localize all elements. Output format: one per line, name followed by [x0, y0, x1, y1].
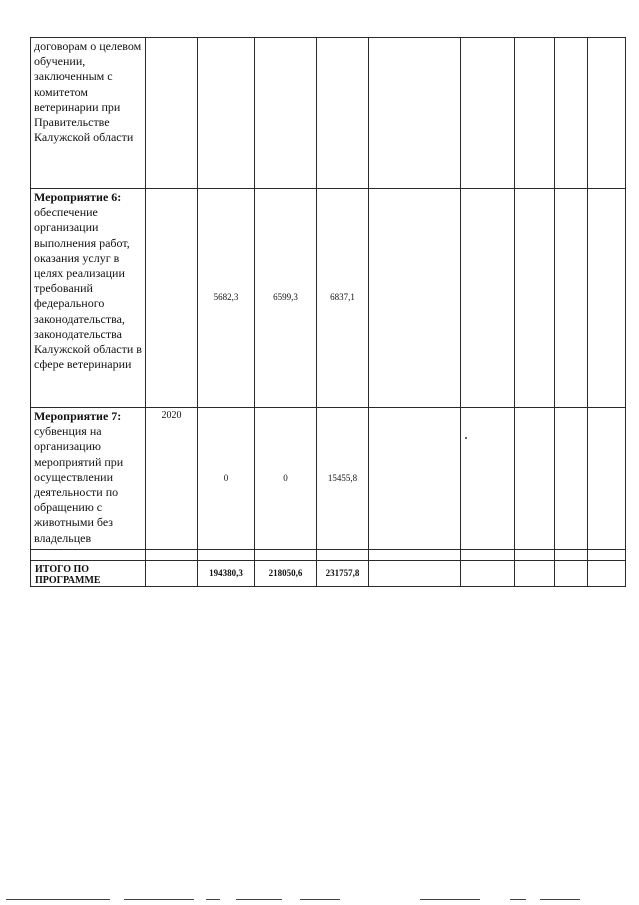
- empty-cell: [515, 189, 555, 408]
- empty-cell: [555, 561, 588, 587]
- empty-cell: [369, 561, 461, 587]
- footer-rule: [206, 899, 220, 900]
- footer-rule: [300, 899, 340, 900]
- year-cell: [146, 189, 198, 408]
- year-cell: [146, 38, 198, 189]
- empty-cell: [515, 408, 555, 550]
- activity-label: Мероприятие 7:: [34, 409, 122, 423]
- row-description: [31, 408, 146, 550]
- value-cell: [317, 38, 369, 189]
- year-cell: 2020: [146, 408, 198, 550]
- value-cell: [198, 38, 255, 189]
- empty-cell: [461, 561, 515, 587]
- spacer-row: [31, 550, 626, 561]
- activity-label: Мероприятие 6:: [34, 190, 122, 204]
- value-cell: 6837,1: [317, 189, 369, 408]
- table-row: [31, 38, 626, 189]
- value-cell: 15455,8: [317, 408, 369, 550]
- empty-cell: [369, 408, 461, 550]
- empty-cell: [461, 408, 515, 550]
- value-cell: 5682,3: [198, 189, 255, 408]
- empty-cell: [555, 38, 588, 189]
- footer-rule: [420, 899, 480, 900]
- empty-cell: [555, 408, 588, 550]
- footer-rule: [510, 899, 526, 900]
- empty-cell: [369, 38, 461, 189]
- program-table: [30, 37, 626, 587]
- empty-cell: [588, 408, 626, 550]
- footer-rule: [540, 899, 580, 900]
- total-value: 231757,8: [317, 561, 369, 587]
- total-label: ИТОГО ПО ПРОГРАММЕ: [31, 561, 146, 587]
- row-description: договорам о целевом обучении, заключенным с комитетом ветеринарии при Правительстве Калужской области: [31, 38, 146, 189]
- value-cell: [255, 38, 317, 189]
- footer-rule: [6, 899, 110, 900]
- empty-cell: [588, 38, 626, 189]
- empty-cell: [555, 189, 588, 408]
- empty-cell: [588, 561, 626, 587]
- empty-cell: [588, 189, 626, 408]
- year-cell: [146, 561, 198, 587]
- table-row: [31, 189, 626, 408]
- total-row: [31, 561, 626, 587]
- footer-rule: [124, 899, 194, 900]
- empty-cell: [369, 189, 461, 408]
- footer-rule: [236, 899, 282, 900]
- table-row: [31, 408, 626, 550]
- empty-cell: [515, 38, 555, 189]
- row-description: [31, 189, 146, 408]
- scan-speck: [465, 437, 467, 439]
- empty-cell: [461, 189, 515, 408]
- empty-cell: [515, 561, 555, 587]
- value-cell: 6599,3: [255, 189, 317, 408]
- activity-text: субвенция на организацию мероприятий при осуществлении деятельности по обращению с животными без владельцев: [34, 424, 124, 545]
- value-cell: 0: [198, 408, 255, 550]
- total-value: 194380,3: [198, 561, 255, 587]
- total-value: 218050,6: [255, 561, 317, 587]
- activity-text: обеспечение организации выполнения работ, оказания услуг в целях реализации требований федерального законодательства, законодательства Калужской области в сфере ветеринарии: [34, 205, 142, 372]
- value-cell: 0: [255, 408, 317, 550]
- empty-cell: [461, 38, 515, 189]
